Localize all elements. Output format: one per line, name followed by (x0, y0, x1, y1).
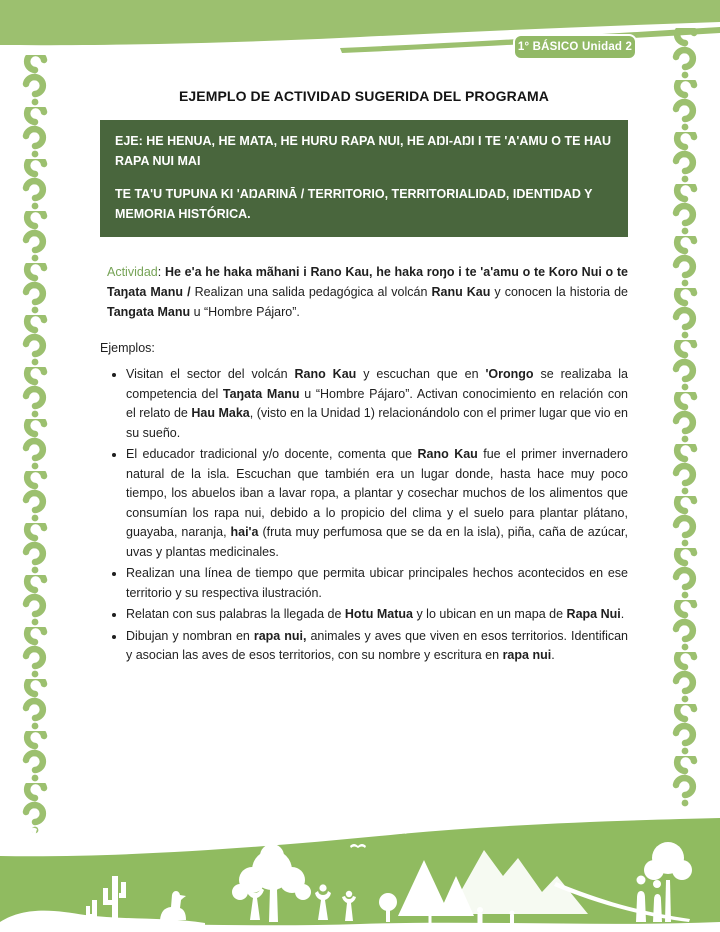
examples-list (100, 365, 628, 666)
example-item: • Realizan una línea de tiempo que permita ubicar principales hechos acontecidos en ese territorio y su respectiva ilustración. (126, 564, 628, 603)
examples-heading: Ejemplos: (100, 341, 155, 356)
unit-badge-label: 1° BÁSICO Unidad 2 (517, 41, 633, 53)
example-item: • Relatan con sus palabras la llegada de Hotu Matua y lo ubican en un mapa de Rapa Nui. (126, 605, 628, 625)
page-title: EJEMPLO DE ACTIVIDAD SUGERIDA DEL PROGRAMA (178, 88, 550, 104)
activity-paragraph: Actividad: He e'a he haka mãhani i Rano Kau, he haka roŋo i te 'a'amu o te Koro Nui o te Taŋata Manu / Realizan una salida pedagógica al volcán Ranu Kau y conocen la historia de Tangata Manu u “Hombre Pájaro”. (107, 265, 629, 319)
eje-box (100, 120, 628, 237)
footer-landscape-graphic (0, 818, 720, 932)
example-item: • Dibujan y nombran en rapa nui, animales y aves que viven en esos territorios. Identifican y asocian las aves de esos territorios, con su nombre y escritura en rapa nui. (126, 627, 628, 666)
top-banner (0, 0, 720, 70)
right-ornament-border (672, 28, 698, 808)
left-ornament-border (22, 55, 48, 835)
eje-line-1: EJE: HE HENUA, HE MATA, HE HURU RAPA NUI, HE AŊI-AŊI I TE 'A'AMU O TE HAU RAPA NUI MAI (115, 134, 612, 168)
eje-line-2: TE TA'U TUPUNA KI 'AŊARINĀ / TERRITORIO, TERRITORIALIDAD, IDENTIDAD Y MEMORIA HISTÓRICA. (115, 187, 593, 221)
unit-badge (513, 34, 637, 60)
example-item: • El educador tradicional y/o docente, comenta que Rano Kau fue el primer invernadero natural de la isla. Escuchan que también era un lugar donde, hasta hace muy poco tiempo, los abuelos iban a lavar ropa, a plantar y cosechar muchos de los alimentos que consumían los rapa nui, debido a lo propicio del clima y el suelo para plantar plátano, guayaba, naranja, hai'a (fruta muy perfumosa que se da en la isla), piña, caña de azúcar, uvas y plantas medicinales. (126, 445, 628, 562)
example-item: • Visitan el sector del volcán Rano Kau y escuchan que en 'Orongo se realizaba la competencia del Taŋata Manu u “Hombre Pájaro”. Activan conocimiento en relación con el relato de Hau Maka, (visto en la Unidad 1) relacionándolo con el primer lugar que vio en su sueño. (126, 365, 628, 443)
main-content (100, 88, 628, 668)
